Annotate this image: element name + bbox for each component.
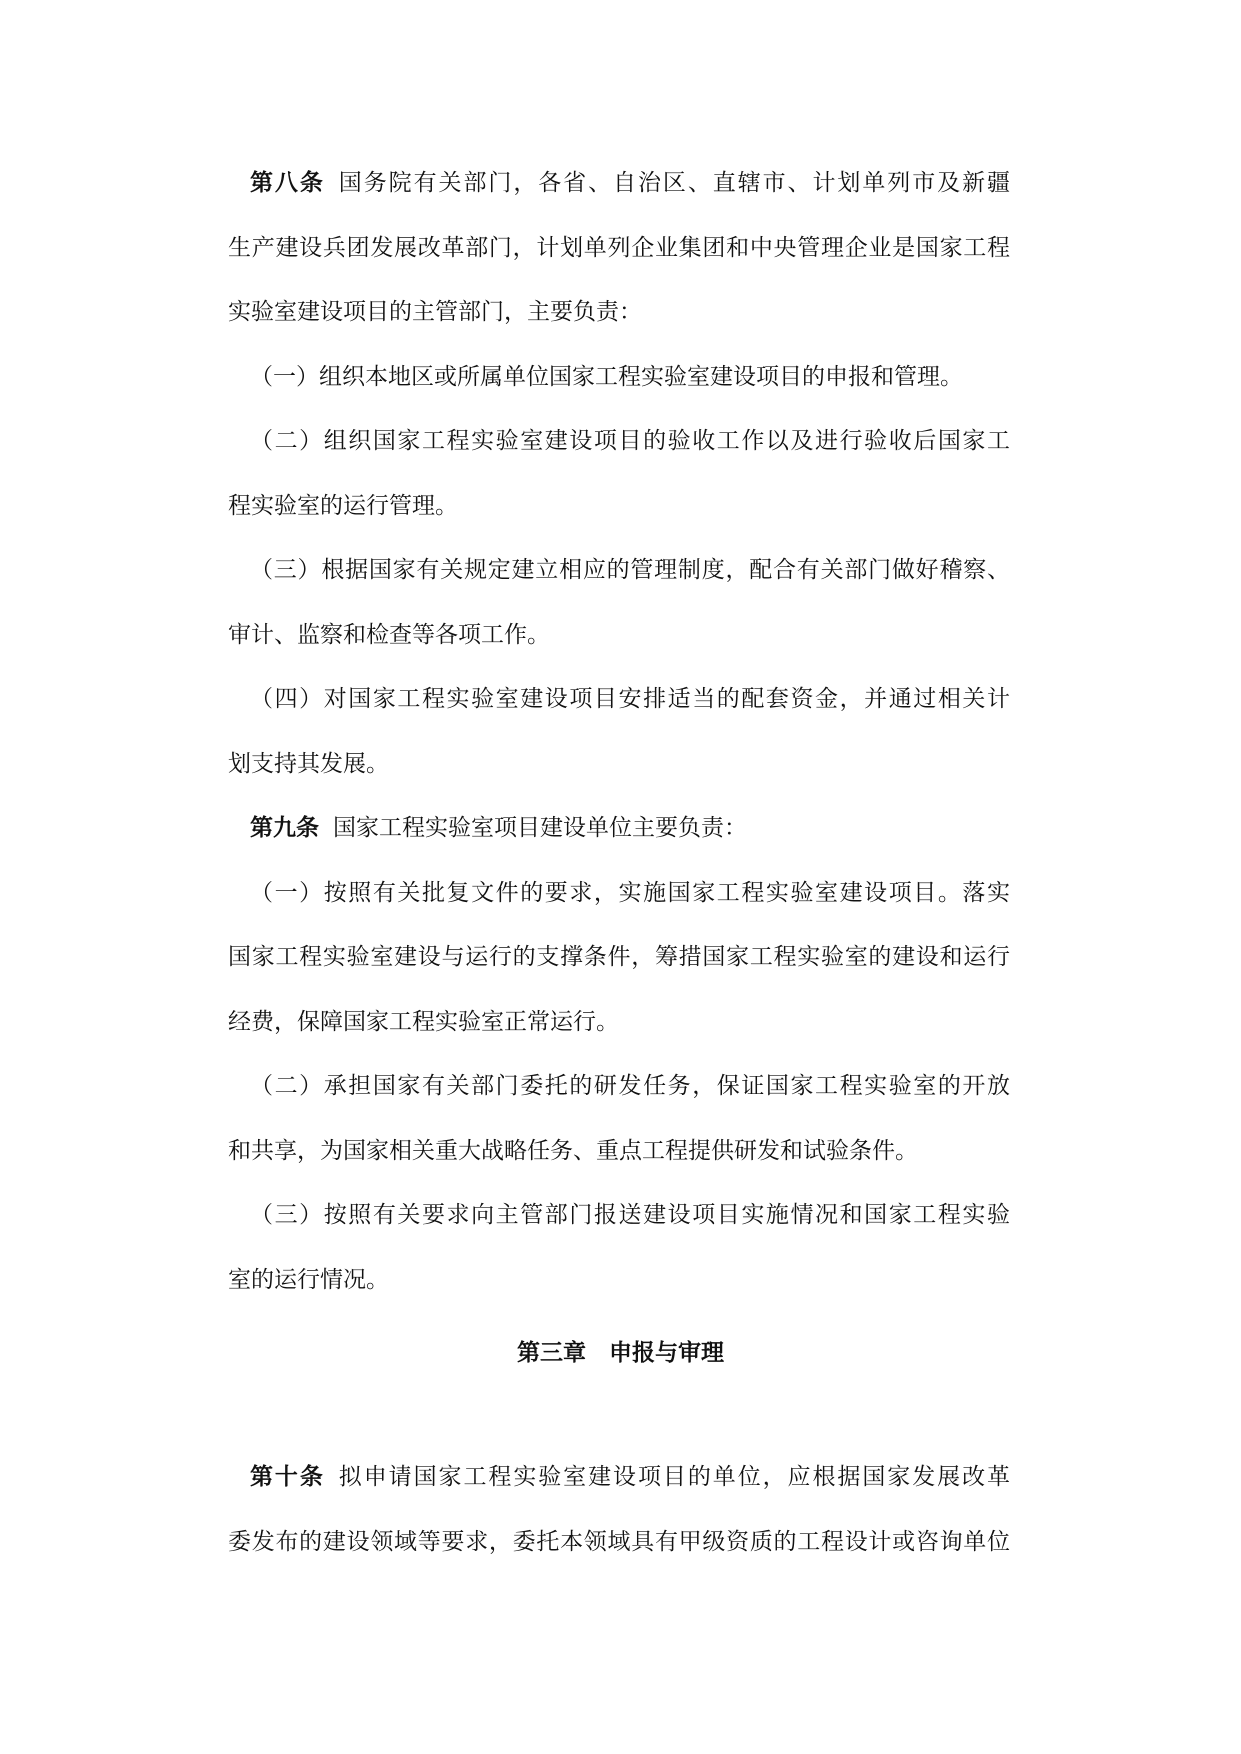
chapter-heading: 第三章 申报与审理: [517, 1340, 724, 1365]
text-line: 和共享，为国家相关重大战略任务、重点工程提供研发和试验条件。: [228, 1138, 918, 1163]
text-line: 委发布的建设领域等要求，委托本领域具有甲级资质的工程设计或咨询单位: [228, 1529, 1010, 1554]
text-line: 经费，保障国家工程实验室正常运行。: [228, 1009, 619, 1034]
text: 拟申请国家工程实验室建设项目的单位，应根据国家发展改革: [338, 1464, 1011, 1489]
article-10-lead: 第十条: [250, 1464, 325, 1489]
text-line: 生产建设兵团发展改革部门，计划单列企业集团和中央管理企业是国家工程: [228, 235, 1010, 260]
article-8-first-line: [250, 168, 1010, 198]
text-line: 划支持其发展。: [228, 751, 389, 776]
item-line: （三）根据国家有关规定建立相应的管理制度，配合有关部门做好稽察、: [250, 557, 1010, 582]
item-line: （一）按照有关批复文件的要求，实施国家工程实验室建设项目。落实: [250, 880, 1010, 905]
text-line: 室的运行情况。: [228, 1267, 389, 1292]
text: 国家工程实验室项目建设单位主要负责：: [333, 815, 747, 840]
text-line: 程实验室的运行管理。: [228, 493, 458, 518]
text-line: 国家工程实验室建设与运行的支撑条件，筹措国家工程实验室的建设和运行: [228, 944, 1010, 969]
article-9-lead: 第九条: [250, 815, 319, 840]
text-line: 审计、监察和检查等各项工作。: [228, 622, 550, 647]
text: 国务院有关部门，各省、自治区、直辖市、计划单列市及新疆: [338, 170, 1011, 195]
item-line: （二）组织国家工程实验室建设项目的验收工作以及进行验收后国家工: [250, 428, 1010, 453]
item-line: （四）对国家工程实验室建设项目安排适当的配套资金，并通过相关计: [250, 686, 1010, 711]
item-line: （二）承担国家有关部门委托的研发任务，保证国家工程实验室的开放: [250, 1073, 1010, 1098]
article-8-lead: 第八条: [250, 170, 325, 195]
article-9-first-line: [250, 813, 1010, 843]
article-10-first-line: [250, 1462, 1010, 1492]
text-line: 实验室建设项目的主管部门，主要负责：: [228, 299, 642, 324]
item-line: （一）组织本地区或所属单位国家工程实验室建设项目的申报和管理。: [250, 364, 963, 389]
item-line: （三）按照有关要求向主管部门报送建设项目实施情况和国家工程实验: [250, 1202, 1010, 1227]
